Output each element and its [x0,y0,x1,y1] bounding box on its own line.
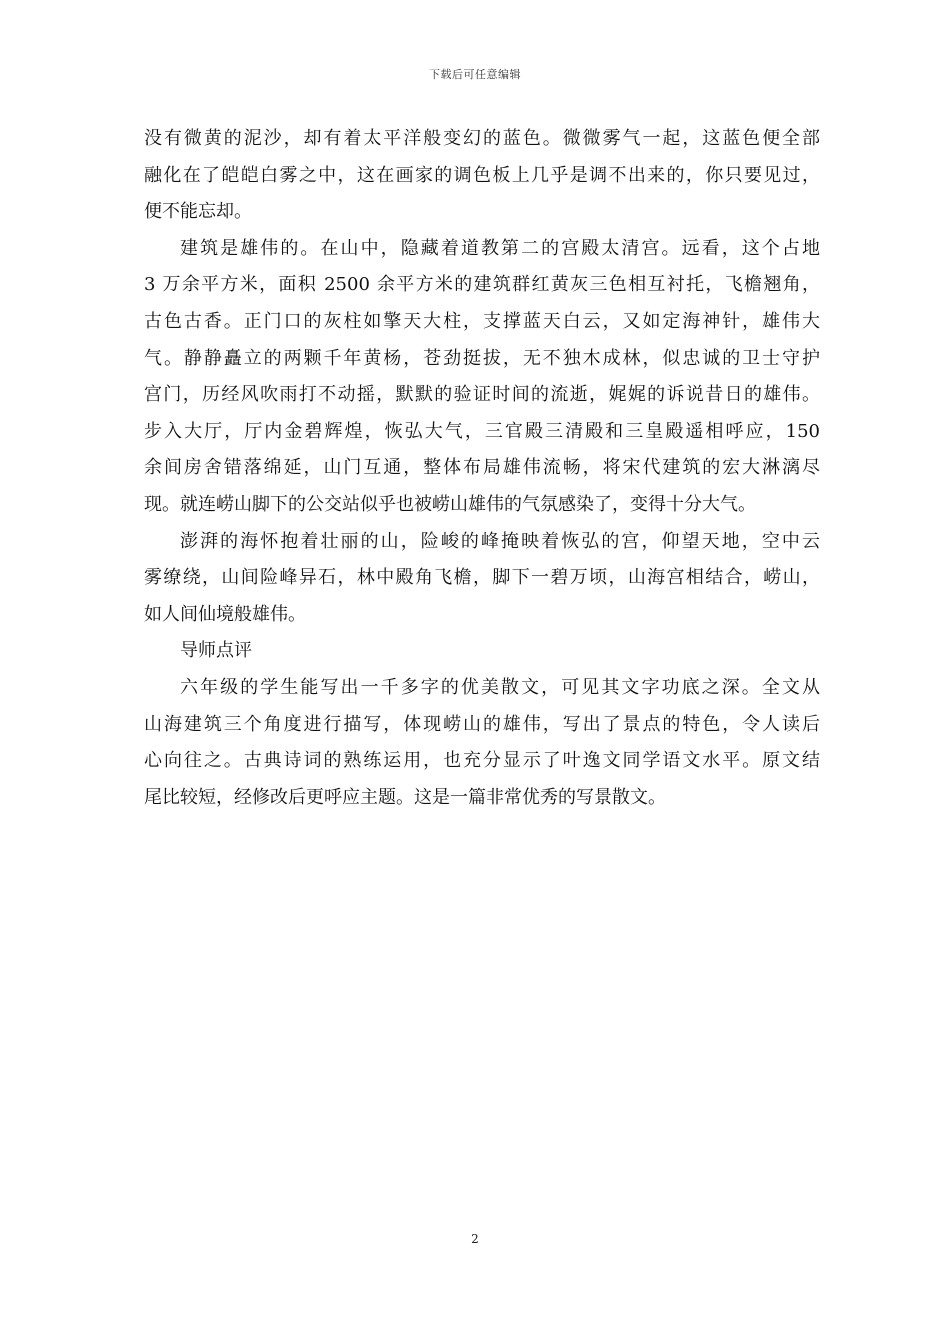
text-line: 没有微黄的泥沙，却有着太平洋般变幻的蓝色。微微雾气一起，这蓝色便全部 [144,128,820,149]
paragraph-sea-color [144,121,820,231]
text-line: 古色古香。正门口的灰柱如擎天大柱，支撑蓝天白云，又如定海神针，雄伟大 [144,310,820,332]
text-line: 便不能忘却。 [144,201,252,223]
text-line: 宫门，历经风吹雨打不动摇，默默的验证时间的流逝，娓娓的诉说昔日的雄伟。 [144,384,820,406]
paragraph-conclusion [144,524,820,634]
page-number: 2 [471,1232,479,1246]
text-line: 融化在了皑皑白雾之中，这在画家的调色板上几乎是调不出来的，你只要见过， [144,164,820,186]
text-line: 余间房舍错落绵延，山门互通，整体布局雄伟流畅，将宋代建筑的宏大淋漓尽 [144,457,820,479]
text-line: 气。静静矗立的两颗千年黄杨，苍劲挺拔，无不独木成林，似忠诚的卫士守护 [144,347,820,369]
text-line: 建筑是雄伟的。在山中，隐藏着道教第二的宫殿太清宫。远看，这个占地 [180,237,820,259]
text-line: 山海建筑三个角度进行描写，体现崂山的雄伟，写出了景点的特色，令人读后 [144,713,820,735]
paragraph-teacher-comment [144,670,820,816]
page-header: 下载后可任意编辑 [429,68,521,81]
text-line: 导师点评 [180,640,252,662]
text-line: 现。就连崂山脚下的公交站似乎也被崂山雄伟的气氛感染了，变得十分大气。 [144,493,756,515]
paragraph-architecture [144,231,820,524]
text-line: 3 万余平方米，面积 2500 余平方米的建筑群红黄灰三色相互衬托，飞檐翘角， [144,274,820,296]
text-line: 步入大厅，厅内金碧辉煌，恢弘大气，三官殿三清殿和三皇殿遥相呼应，150 [144,420,820,442]
text-line: 澎湃的海怀抱着壮丽的山，险峻的峰掩映着恢弘的宫，仰望天地，空中云 [180,530,820,552]
body-text [144,121,820,816]
text-line: 尾比较短，经修改后更呼应主题。这是一篇非常优秀的写景散文。 [144,786,666,808]
section-heading-teacher-comment [144,633,820,670]
text-line: 六年级的学生能写出一千多字的优美散文，可见其文字功底之深。全文从 [180,676,820,698]
text-line: 雾缭绕，山间险峰异石，林中殿角飞檐，脚下一碧万顷，山海宫相结合，崂山， [144,567,820,589]
text-line: 如人间仙境般雄伟。 [144,603,306,625]
text-line: 心向往之。古典诗词的熟练运用，也充分显示了叶逸文同学语文水平。原文结 [144,750,820,772]
